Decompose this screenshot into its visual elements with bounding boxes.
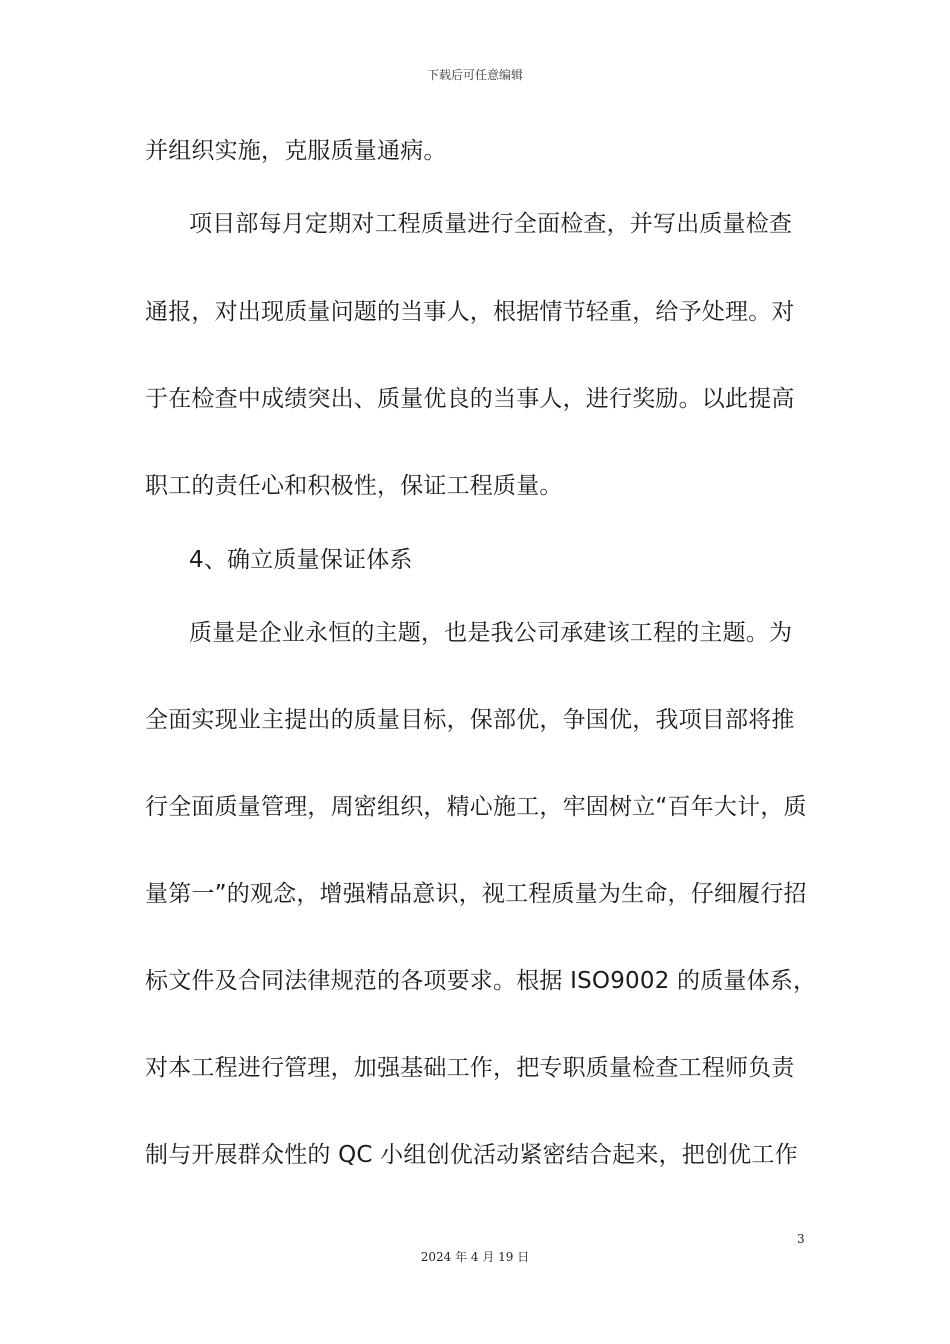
body-line: 标文件及合同法律规范的各项要求。根据 ISO9002 的质量体系，	[145, 968, 817, 994]
section-heading: 4、确立质量保证体系	[189, 547, 413, 573]
body-line: 量第一”的观念，增强精品意识，视工程质量为生命，仔细履行招	[145, 881, 807, 907]
page-number: 3	[797, 1232, 805, 1246]
body-line: 项目部每月定期对工程质量进行全面检查，并写出质量检查	[189, 211, 793, 237]
body-line: 并组织实施，克服质量通病。	[145, 138, 447, 164]
body-line: 行全面质量管理，周密组织，精心施工，牢固树立“百年大计，质	[145, 794, 807, 820]
body-line: 通报，对出现质量问题的当事人，根据情节轻重，给予处理。对	[145, 299, 795, 325]
footer-date: 2024 年 4 月 19 日	[420, 1250, 530, 1264]
body-line: 全面实现业主提出的质量目标，保部优，争国优，我项目部将推	[145, 707, 795, 733]
body-line: 对本工程进行管理，加强基础工作，把专职质量检查工程师负责	[145, 1055, 795, 1081]
body-line: 职工的责任心和积极性，保证工程质量。	[145, 473, 563, 499]
header-note: 下载后可任意编辑	[426, 68, 523, 82]
body-line: 于在检查中成绩突出、质量优良的当事人，进行奖励。以此提高	[145, 386, 795, 412]
body-line: 质量是企业永恒的主题，也是我公司承建该工程的主题。为	[189, 620, 793, 646]
body-line: 制与开展群众性的 QC 小组创优活动紧密结合起来，把创优工作	[145, 1142, 798, 1168]
